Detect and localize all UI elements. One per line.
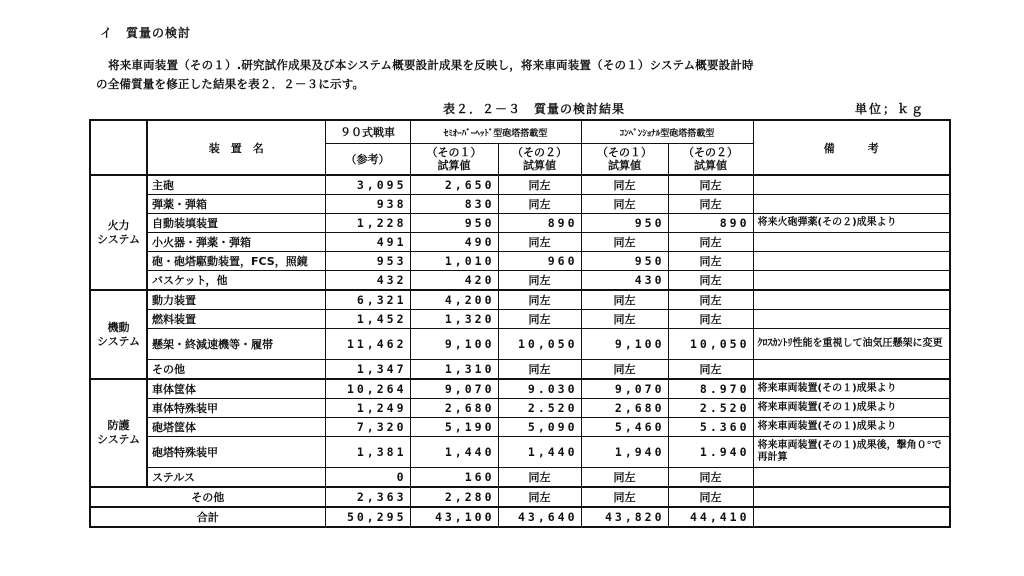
total-label: 合計 (90, 507, 325, 527)
other-label: その他 (90, 487, 325, 507)
value-c2: 同左 (668, 290, 753, 310)
value-c2: 同左 (668, 310, 753, 329)
remark (753, 290, 950, 310)
value-s2: 同左 (498, 310, 581, 329)
item-name: 弾薬・弾箱 (147, 195, 325, 214)
header-conventional: ｺﾝﾍﾞﾝｼｮﾅﾙ型砲塔搭載型 (581, 120, 753, 144)
table-row (90, 379, 950, 399)
value-s1: 160 (410, 468, 498, 488)
table-row (90, 329, 950, 360)
value-s2: 同左 (498, 468, 581, 488)
header-semi-overhead: ｾﾐｵｰﾊﾞｰﾍｯﾄﾞ型砲塔搭載型 (410, 120, 581, 144)
value-c1: 950 (581, 252, 668, 271)
other-row (90, 487, 950, 507)
value-s1: 43,100 (410, 507, 498, 527)
value-c2: 同左 (668, 233, 753, 252)
value-c2: 8.970 (668, 379, 753, 399)
value-c1: 5,460 (581, 418, 668, 437)
remark (753, 507, 950, 527)
value-v90: 1,249 (325, 399, 410, 418)
item-name: 車体筐体 (147, 379, 325, 399)
value-c2: 1.940 (668, 437, 753, 468)
item-name: 主砲 (147, 175, 325, 195)
value-s2: 890 (498, 214, 581, 233)
header-semi-sono1: （その１） 試算値 (410, 144, 498, 176)
value-s2: 2.520 (498, 399, 581, 418)
value-v90: 3,095 (325, 175, 410, 195)
paragraph-line-2: の全備質量を修正した結果を表２．２－３に示す。 (96, 77, 365, 91)
value-c2: 同左 (668, 252, 753, 271)
remark (753, 233, 950, 252)
value-s2: 9.030 (498, 379, 581, 399)
value-c1: 同左 (581, 360, 668, 380)
item-name: 砲塔筐体 (147, 418, 325, 437)
table-row (90, 418, 950, 437)
item-name: 懸架・終減速機等・履帯 (147, 329, 325, 360)
value-v90: 7,320 (325, 418, 410, 437)
remark (753, 175, 950, 195)
value-s1: 5,190 (410, 418, 498, 437)
remark (753, 271, 950, 291)
header-row-1 (90, 120, 950, 144)
value-c2: 同左 (668, 175, 753, 195)
value-c1: 43,820 (581, 507, 668, 527)
item-name: その他 (147, 360, 325, 380)
value-c2: 同左 (668, 468, 753, 488)
value-v90: 491 (325, 233, 410, 252)
value-v90: 11,462 (325, 329, 410, 360)
value-s1: 9,100 (410, 329, 498, 360)
value-c1: 同左 (581, 487, 668, 507)
value-v90: 938 (325, 195, 410, 214)
intro-paragraph (96, 56, 968, 94)
value-c1: 2,680 (581, 399, 668, 418)
header-conv-sono1: （その１） 試算値 (581, 144, 668, 176)
section-heading: イ 質量の検討 (100, 26, 192, 40)
value-c1: 1,940 (581, 437, 668, 468)
item-name: 砲塔特殊装甲 (147, 437, 325, 468)
group-label: 火力 システム (90, 175, 147, 290)
value-c1: 430 (581, 271, 668, 291)
remark (753, 195, 950, 214)
total-row (90, 507, 950, 527)
value-s2: 43,640 (498, 507, 581, 527)
value-v90: 10,264 (325, 379, 410, 399)
value-c1: 同左 (581, 195, 668, 214)
value-c1: 9,070 (581, 379, 668, 399)
remark: 将来車両装置(その１)成果後，撃角０°で再計算 (753, 437, 950, 468)
header-device-name: 装 置 名 (147, 120, 325, 175)
remark: ｸﾛｽｶﾝﾄﾘ性能を重視して油気圧懸架に変更 (753, 329, 950, 360)
value-s1: 1,310 (410, 360, 498, 380)
value-s1: 2,280 (410, 487, 498, 507)
value-c2: 10,050 (668, 329, 753, 360)
table-row (90, 399, 950, 418)
table-row (90, 437, 950, 468)
item-name: 動力装置 (147, 290, 325, 310)
value-s2: 同左 (498, 233, 581, 252)
remark (753, 252, 950, 271)
header-blank (90, 120, 147, 175)
remark: 将来車両装置(その１)成果より (753, 379, 950, 399)
value-v90: 1,381 (325, 437, 410, 468)
value-c1: 同左 (581, 468, 668, 488)
value-c2: 5.360 (668, 418, 753, 437)
table-row (90, 290, 950, 310)
header-semi-sono2: （その２） 試算値 (498, 144, 581, 176)
table-row (90, 195, 950, 214)
header-type90: ９０式戦車 (325, 120, 410, 144)
item-name: バスケット，他 (147, 271, 325, 291)
value-s1: 420 (410, 271, 498, 291)
value-v90: 6,321 (325, 290, 410, 310)
table-row (90, 360, 950, 380)
item-name: 車体特殊装甲 (147, 399, 325, 418)
value-s2: 5,090 (498, 418, 581, 437)
value-s2: 同左 (498, 487, 581, 507)
value-s1: 830 (410, 195, 498, 214)
value-s2: 同左 (498, 195, 581, 214)
item-name: 砲・砲塔駆動装置，FCS，照鏡 (147, 252, 325, 271)
value-s1: 1,010 (410, 252, 498, 271)
value-v90: 1,228 (325, 214, 410, 233)
remark (753, 360, 950, 380)
table-row (90, 233, 950, 252)
remark (753, 310, 950, 329)
table-row (90, 468, 950, 488)
value-c2: 2.520 (668, 399, 753, 418)
table-row (90, 271, 950, 291)
value-s1: 950 (410, 214, 498, 233)
value-c2: 同左 (668, 271, 753, 291)
table-caption: 表２．２－３ 質量の検討結果 (443, 102, 626, 116)
remark: 将来火砲弾薬(その２)成果より (753, 214, 950, 233)
value-s2: 960 (498, 252, 581, 271)
value-v90: 1,347 (325, 360, 410, 380)
table-row (90, 310, 950, 329)
mass-study-table (89, 119, 951, 528)
item-name: 自動装填装置 (147, 214, 325, 233)
value-c1: 950 (581, 214, 668, 233)
value-v90: 1,452 (325, 310, 410, 329)
value-c1: 同左 (581, 290, 668, 310)
remark (753, 487, 950, 507)
value-c1: 同左 (581, 233, 668, 252)
value-c2: 890 (668, 214, 753, 233)
value-s2: 10,050 (498, 329, 581, 360)
value-s2: 同左 (498, 360, 581, 380)
value-v90: 953 (325, 252, 410, 271)
value-v90: 2,363 (325, 487, 410, 507)
header-remarks: 備 考 (753, 120, 950, 175)
header-conv-sono2: （その２） 試算値 (668, 144, 753, 176)
group-label: 防護 システム (90, 379, 147, 487)
paragraph-line-1: 将来車両装置（その１）.研究試作成果及び本システム概要設計成果を反映し，将来車両装置（その１）システム概要設計時 (108, 58, 754, 72)
table-row (90, 175, 950, 195)
value-s2: 1,440 (498, 437, 581, 468)
item-name: 燃料装置 (147, 310, 325, 329)
value-s1: 1,320 (410, 310, 498, 329)
remark: 将来車両装置(その１)成果より (753, 399, 950, 418)
value-s1: 2,650 (410, 175, 498, 195)
value-c2: 同左 (668, 360, 753, 380)
value-v90: 50,295 (325, 507, 410, 527)
table-row (90, 252, 950, 271)
item-name: 小火器・弾薬・弾箱 (147, 233, 325, 252)
value-c2: 同左 (668, 195, 753, 214)
group-label: 機動 システム (90, 290, 147, 379)
header-type90-sub: （参考） (325, 144, 410, 176)
value-s1: 9,070 (410, 379, 498, 399)
remark (753, 468, 950, 488)
value-v90: 432 (325, 271, 410, 291)
value-c2: 44,410 (668, 507, 753, 527)
value-s1: 490 (410, 233, 498, 252)
unit-label: 単位；ｋｇ (855, 102, 926, 116)
value-v90: 0 (325, 468, 410, 488)
value-c1: 同左 (581, 175, 668, 195)
remark: 将来車両装置(その１)成果より (753, 418, 950, 437)
value-s2: 同左 (498, 175, 581, 195)
value-s1: 1,440 (410, 437, 498, 468)
value-s2: 同左 (498, 271, 581, 291)
value-s1: 4,200 (410, 290, 498, 310)
value-s1: 2,680 (410, 399, 498, 418)
value-c1: 同左 (581, 310, 668, 329)
value-s2: 同左 (498, 290, 581, 310)
item-name: ステルス (147, 468, 325, 488)
value-c2: 同左 (668, 487, 753, 507)
table-row (90, 214, 950, 233)
value-c1: 9,100 (581, 329, 668, 360)
